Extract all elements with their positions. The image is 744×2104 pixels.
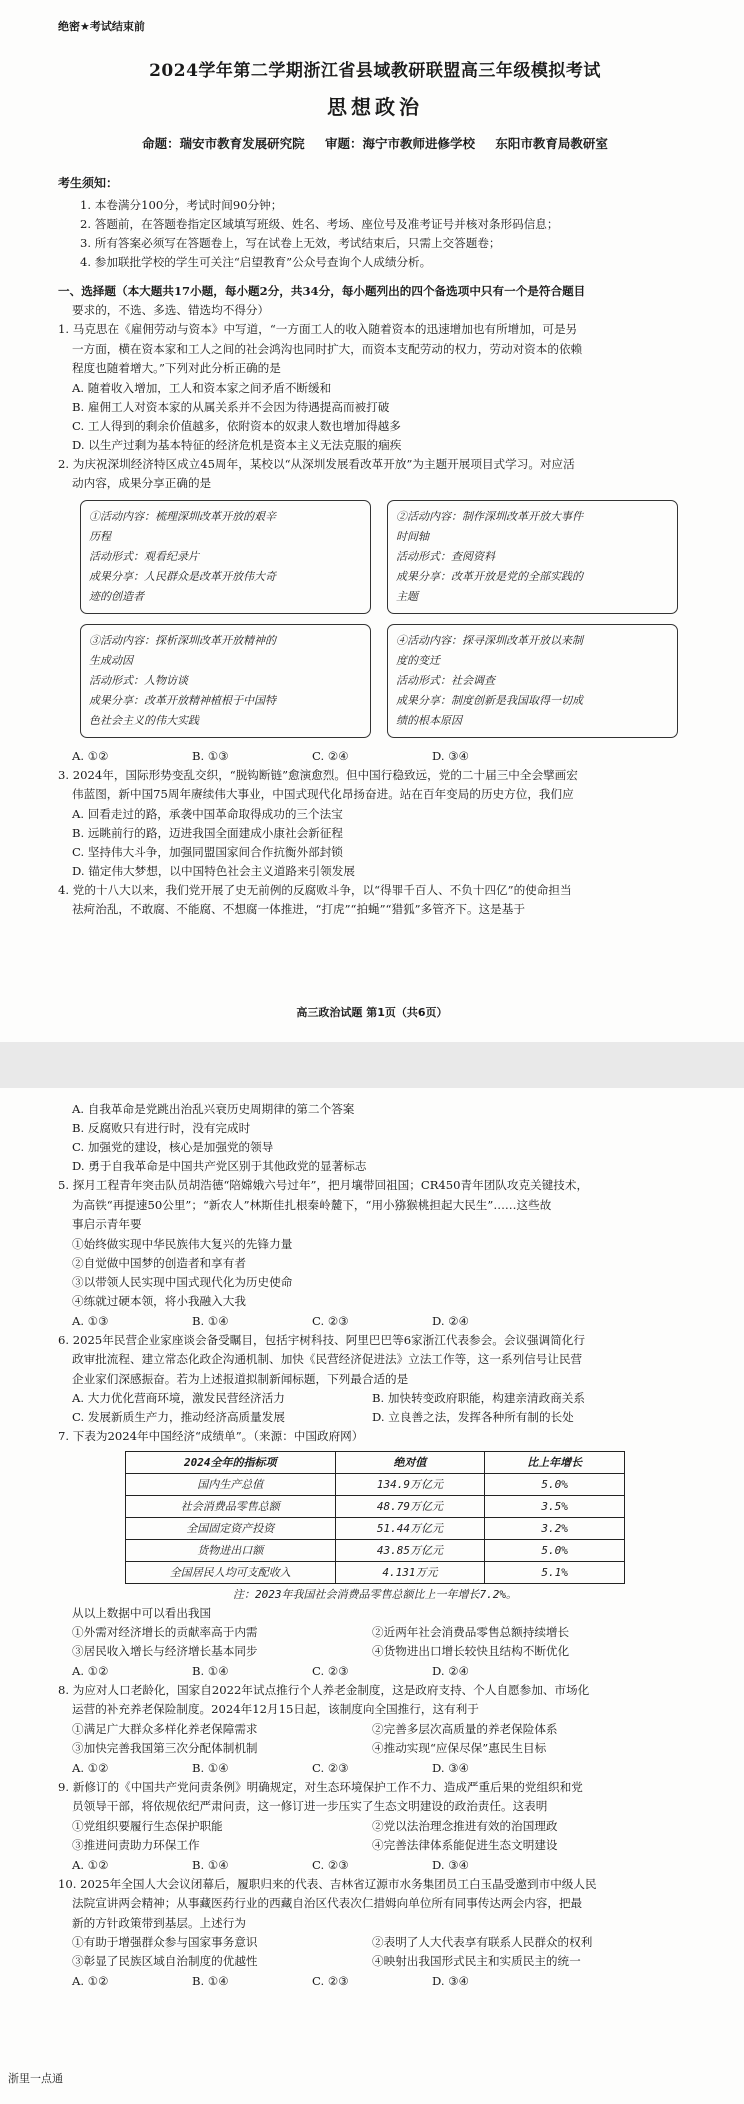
question-text: 10. 2025年全国人大会议闭幕后，履职归来的代表、吉林省辽源市水务集团员工白玉晶受邀到市中级人民	[58, 1876, 597, 1891]
notice-list	[58, 196, 692, 272]
table-row	[126, 1539, 625, 1561]
table-header: 比上年增长	[485, 1451, 625, 1473]
table-cell: 社会消费品零售总额	[126, 1495, 336, 1517]
notice-item: 1. 本卷满分100分，考试时间90分钟；	[80, 198, 283, 212]
section-1-line: 一、选择题（本大题共17小题，每小题2分，共34分，每小题列出的四个备选项中只有一个是符合题目	[58, 284, 586, 298]
option: B. ①③	[192, 748, 229, 763]
card-result: 成果分享：改革开放是党的全部实践的	[396, 569, 583, 583]
question-text: 9. 新修订的《中国共产党问责条例》明确规定，对生态环境保护工作不力、造成严重后果的党组织和党	[58, 1779, 583, 1794]
statement: ②近两年社会消费品零售总额持续增长	[372, 1624, 570, 1639]
option-row	[58, 1311, 692, 1331]
table-row	[126, 1561, 625, 1583]
option: D. ③④	[432, 1974, 470, 1988]
section-1-line: 要求的，不选、多选、错选均不得分）	[72, 303, 270, 317]
card-result: 绩的根本原因	[396, 713, 462, 727]
statement: ④完善法律体系能促进生态文明建设	[372, 1837, 558, 1852]
statement: ②表明了人大代表享有联系人民群众的权利	[372, 1935, 593, 1949]
table-cell: 48.79万亿元	[335, 1495, 485, 1517]
question-text: 法院宣讲两会精神；从事藏医药行业的西藏自治区代表次仁措姆向单位所有同事传达两会内容，把最	[72, 1896, 583, 1910]
table-cell: 5.1%	[485, 1561, 625, 1583]
proposer: 命题：瑞安市教育发展研究院	[142, 136, 305, 151]
statement-row	[58, 1836, 692, 1855]
question-text: 伟蓝图，新中国75周年赓续伟大事业，中国式现代化昂扬奋进。站在百年变局的历史方位，我们应	[72, 787, 574, 801]
activity-card	[387, 500, 678, 614]
notice-item: 3. 所有答案必须写在答题卷上，写在试卷上无效，考试结束后，只需上交答题卷；	[80, 236, 501, 250]
option: B. ①④	[192, 1663, 229, 1678]
statement-row	[58, 1933, 692, 1952]
statement-row	[58, 1952, 692, 1971]
activity-cards	[80, 500, 678, 738]
option: C. ②③	[312, 1857, 349, 1872]
question-text: 企业家们深感振奋。若为上述报道拟制新闻标题，下列最合适的是	[72, 1371, 409, 1386]
reviewer-2: 东阳市教育局教研室	[495, 136, 608, 151]
question-ask: 从以上数据中可以看出我国	[72, 1605, 212, 1620]
card-form: 活动形式：人物访谈	[89, 673, 188, 687]
option: B. 反腐败只有进行时，没有完成时	[72, 1121, 251, 1135]
table-cell: 43.85万亿元	[335, 1539, 485, 1561]
question-text: 一方面，横在资本家和工人之间的社会鸿沟也同时扩大，而资本支配劳动的权力，劳动对资本的依赖	[72, 341, 583, 356]
option-row	[58, 1758, 692, 1778]
statement: ②党以法治理念推进有效的治国理政	[372, 1818, 558, 1833]
table-cell: 3.5%	[485, 1495, 625, 1517]
table-cell: 全国固定资产投资	[126, 1517, 336, 1539]
question-4	[58, 881, 692, 920]
statement-row	[58, 1623, 692, 1642]
question-8	[58, 1681, 692, 1778]
option: A. 回看走过的路，承袭中国革命取得成功的三个法宝	[72, 806, 343, 821]
table-cell: 134.9万亿元	[335, 1473, 485, 1495]
option: C. ②③	[312, 1663, 349, 1678]
statement: ④练就过硬本领，将小我融入大我	[72, 1293, 246, 1308]
option-row	[58, 1408, 692, 1427]
economy-table	[125, 1451, 625, 1584]
card-activity: ①活动内容：梳理深圳改革开放的艰辛	[89, 509, 276, 523]
table-row	[126, 1517, 625, 1539]
statement: ①满足广大群众多样化养老保障需求	[72, 1721, 258, 1736]
question-text: 运营的补充养老保险制度。2024年12月15日起，该制度向全国推行，这有利于	[72, 1702, 479, 1716]
question-text: 动内容，成果分享正确的是	[72, 476, 212, 490]
question-text: 事启示青年要	[72, 1217, 142, 1231]
table-cell: 5.0%	[485, 1539, 625, 1561]
question-text: 4. 党的十八大以来，我们党开展了史无前例的反腐败斗争，以“得罪千百人、不负十四亿”的使命担当	[58, 882, 572, 897]
option: C. 工人得到的剩余价值越多，依附资本的奴隶人数也增加得越多	[72, 418, 401, 433]
statement: ③彰显了民族区域自治制度的优越性	[72, 1954, 258, 1968]
card-activity: ④活动内容：探寻深圳改革开放以来制	[396, 633, 583, 647]
option-row	[58, 1661, 692, 1681]
statement: ③以带领人民实现中国式现代化为历史使命	[72, 1274, 293, 1289]
option: D. ③④	[432, 1760, 470, 1775]
option: B. ①④	[192, 1857, 229, 1872]
option: C. 加强党的建设，核心是加强党的领导	[72, 1140, 274, 1154]
table-cell: 3.2%	[485, 1517, 625, 1539]
option: D. 以生产过剩为基本特征的经济危机是资本主义无法克服的痼疾	[72, 437, 402, 452]
question-7	[58, 1427, 692, 1681]
question-9	[58, 1778, 692, 1875]
statement: ②自觉做中国梦的创造者和享有者	[72, 1255, 246, 1270]
table-header: 绝对值	[335, 1451, 485, 1473]
option: B. 加快转变政府职能，构建亲清政商关系	[372, 1391, 585, 1405]
question-6	[58, 1331, 692, 1428]
exam-title: 2024学年第二学期浙江省县域教研联盟高三年级模拟考试	[149, 61, 601, 81]
table-row	[126, 1495, 625, 1517]
option: D. 勇于自我革命是中国共产党区别于其他政党的显著标志	[72, 1159, 367, 1173]
table-cell: 5.0%	[485, 1473, 625, 1495]
option: D. 锚定伟大梦想，以中国特色社会主义道路来引领发展	[72, 863, 355, 878]
secret-label: 绝密★考试结束前	[58, 20, 145, 33]
notice-heading: 考生须知：	[58, 176, 119, 190]
reviewer: 审题：海宁市教师进修学校	[324, 136, 475, 151]
statement: ①党组织要履行生态保护职能	[72, 1818, 223, 1833]
question-1	[58, 320, 692, 455]
question-2	[58, 455, 692, 766]
option: C. ②③	[312, 1313, 349, 1328]
statement: ③推进问责助力环保工作	[72, 1837, 200, 1852]
question-text: 新的方针政策带到基层。上述行为	[72, 1915, 246, 1930]
question-text: 为高铁“再提速50公里”；“新农人”林斯佳扎根秦岭麓下，“用小猕猴桃担起大民生”……这些故	[72, 1197, 552, 1212]
statement-row	[58, 1642, 692, 1661]
card-activity: ②活动内容：制作深圳改革开放大事件	[396, 509, 583, 523]
card-activity: ③活动内容：探析深圳改革开放精神的	[89, 633, 276, 647]
card-result: 主题	[396, 589, 418, 603]
option: B. ①④	[192, 1974, 229, 1988]
table-cell: 国内生产总值	[126, 1473, 336, 1495]
card-result: 色社会主义的伟大实践	[89, 713, 199, 727]
option: A. 自我革命是党跳出治乱兴衰历史周期律的第二个答案	[72, 1102, 355, 1116]
statement: ①有助于增强群众参与国家事务意识	[72, 1935, 258, 1949]
question-text: 祛疴治乱，不敢腐、不能腐、不想腐一体推进，“打虎”“拍蝇”“猎狐”多管齐下。这是基于	[72, 902, 525, 916]
card-form: 活动形式：社会调查	[396, 673, 495, 687]
option: A. ①③	[72, 1313, 109, 1328]
card-form: 活动形式：观看纪录片	[89, 549, 199, 563]
option-row	[58, 1855, 692, 1875]
activity-card	[80, 500, 371, 614]
option: A. ①②	[72, 1663, 109, 1678]
statement: ④映射出我国形式民主和实质民主的统一	[372, 1954, 581, 1968]
option: A. ①②	[72, 1974, 109, 1988]
notice-item: 4. 参加联批学校的学生可关注“启望教育”公众号查询个人成绩分析。	[80, 255, 432, 269]
option: C. ②③	[312, 1760, 349, 1775]
table-cell: 货物进出口额	[126, 1539, 336, 1561]
statement: ①始终做实现中华民族伟大复兴的先锋力量	[72, 1236, 293, 1251]
question-text: 7. 下表为2024年中国经济“成绩单”。（来源：中国政府网）	[58, 1429, 364, 1443]
option: D. ③④	[432, 1857, 470, 1872]
option: C. 发展新质生产力，推动经济高质量发展	[72, 1410, 285, 1424]
option: D. ②④	[432, 1663, 470, 1678]
option: A. 随着收入增加，工人和资本家之间矛盾不断缓和	[72, 380, 332, 395]
card-result: 成果分享：人民群众是改革开放伟大奇	[89, 569, 276, 583]
statement-row	[58, 1739, 692, 1758]
activity-card	[387, 624, 678, 738]
option: A. ①②	[72, 1857, 109, 1872]
table-cell: 全国居民人均可支配收入	[126, 1561, 336, 1583]
question-4-options	[58, 1100, 692, 1176]
notice-item: 2. 答题前，在答题卷指定区域填写班级、姓名、考场、座位号及准考证号并核对条形码信息；	[80, 217, 559, 231]
card-result: 迹的创造者	[89, 589, 144, 603]
option: B. ①④	[192, 1760, 229, 1775]
question-text: 程度也随着增大。”下列对此分析正确的是	[72, 361, 281, 375]
table-cell: 4.131万元	[335, 1561, 485, 1583]
authors-line	[58, 134, 692, 152]
question-text: 6. 2025年民营企业家座谈会备受瞩目，包括宇树科技、阿里巴巴等6家浙江代表参会。会议强调简化行	[58, 1332, 585, 1347]
question-text: 3. 2024年，国际形势变乱交织，“脱钩断链”愈演愈烈。但中国行稳致远，党的二十届三中全会擘画宏	[58, 767, 578, 782]
statement: ①外需对经济增长的贡献率高于内需	[72, 1624, 258, 1639]
option: D. 立良善之法，发挥各种所有制的长处	[372, 1410, 574, 1424]
table-header: 2024全年的指标项	[126, 1451, 336, 1473]
option: A. ①②	[72, 748, 109, 763]
option: A. 大力优化营商环境，激发民营经济活力	[72, 1391, 285, 1405]
option-row	[58, 1971, 692, 1991]
question-5	[58, 1176, 692, 1331]
question-text: 员领导干部，将依规依纪严肃问责，这一修订进一步压实了生态文明建设的政治责任。这表明	[72, 1799, 548, 1813]
option-row	[58, 746, 692, 766]
question-text: 1. 马克思在《雇佣劳动与资本》中写道，“一方面工人的收入随着资本的迅速增加也有所增加，可是另	[58, 322, 578, 336]
option: A. ①②	[72, 1760, 109, 1775]
option: B. 远眺前行的路，迈进我国全面建成小康社会新征程	[72, 825, 343, 840]
card-result: 成果分享：制度创新是我国取得一切成	[396, 693, 583, 707]
option: B. ①④	[192, 1313, 229, 1328]
question-10	[58, 1875, 692, 1992]
table-cell: 51.44万亿元	[335, 1517, 485, 1539]
watermark: 浙里一点通	[8, 2072, 63, 2085]
card-activity: 度的变迁	[396, 653, 440, 667]
option: C. 坚持伟大斗争，加强同盟国家间合作抗衡外部封锁	[72, 844, 343, 859]
statement: ②完善多层次高质量的养老保险体系	[372, 1721, 558, 1736]
question-text: 8. 为应对人口老龄化，国家自2022年试点推行个人养老金制度，这是政府支持、个人自愿参加、市场化	[58, 1682, 590, 1697]
exam-page-2	[0, 1088, 744, 2104]
statement: ③居民收入增长与经济增长基本同步	[72, 1643, 258, 1658]
statement-row	[58, 1817, 692, 1836]
option: D. ③④	[432, 748, 470, 763]
statement-row	[58, 1720, 692, 1739]
option-row	[58, 1389, 692, 1408]
option: B. 雇佣工人对资本家的从属关系并不会因为待遇提高而被打破	[72, 399, 390, 414]
card-activity: 时间轴	[396, 529, 429, 543]
card-result: 成果分享：改革开放精神植根于中国特	[89, 693, 276, 707]
subject-title: 思想政治	[327, 95, 423, 119]
card-form: 活动形式：查阅资料	[396, 549, 495, 563]
question-text: 2. 为庆祝深圳经济特区成立45周年，某校以“从深圳发展看改革开放”为主题开展项目式学习。对应活	[58, 456, 575, 471]
option: D. ②④	[432, 1313, 470, 1328]
statement: ④货物进出口增长较快且结构不断优化	[372, 1643, 570, 1658]
exam-page-1	[0, 0, 744, 1042]
question-text: 政审批流程、建立常态化政企沟通机制、加快《民营经济促进法》立法工作等，这一系列信号让民营	[72, 1352, 583, 1366]
page-footer: 高三政治试题 第1页（共6页）	[296, 1006, 448, 1019]
statement: ④推动实现“应保尽保”惠民生目标	[372, 1740, 547, 1755]
section-1-heading	[58, 282, 692, 320]
question-3	[58, 766, 692, 881]
table-note: 注：2023年我国社会消费品零售总额比上一年增长7.2%。	[233, 1587, 517, 1601]
card-activity: 生成动因	[89, 653, 133, 667]
option: C. ②④	[312, 748, 349, 763]
statement: ③加快完善我国第三次分配体制机制	[72, 1740, 258, 1755]
card-activity: 历程	[89, 529, 111, 543]
option: C. ②③	[312, 1974, 349, 1988]
table-header-row	[126, 1451, 625, 1473]
activity-card	[80, 624, 371, 738]
question-text: 5. 探月工程青年突击队员胡浩德“陪嫦娥六号过年”，把月壤带回祖国；CR450青年团队攻克关键技术，	[58, 1178, 589, 1192]
table-row	[126, 1473, 625, 1495]
